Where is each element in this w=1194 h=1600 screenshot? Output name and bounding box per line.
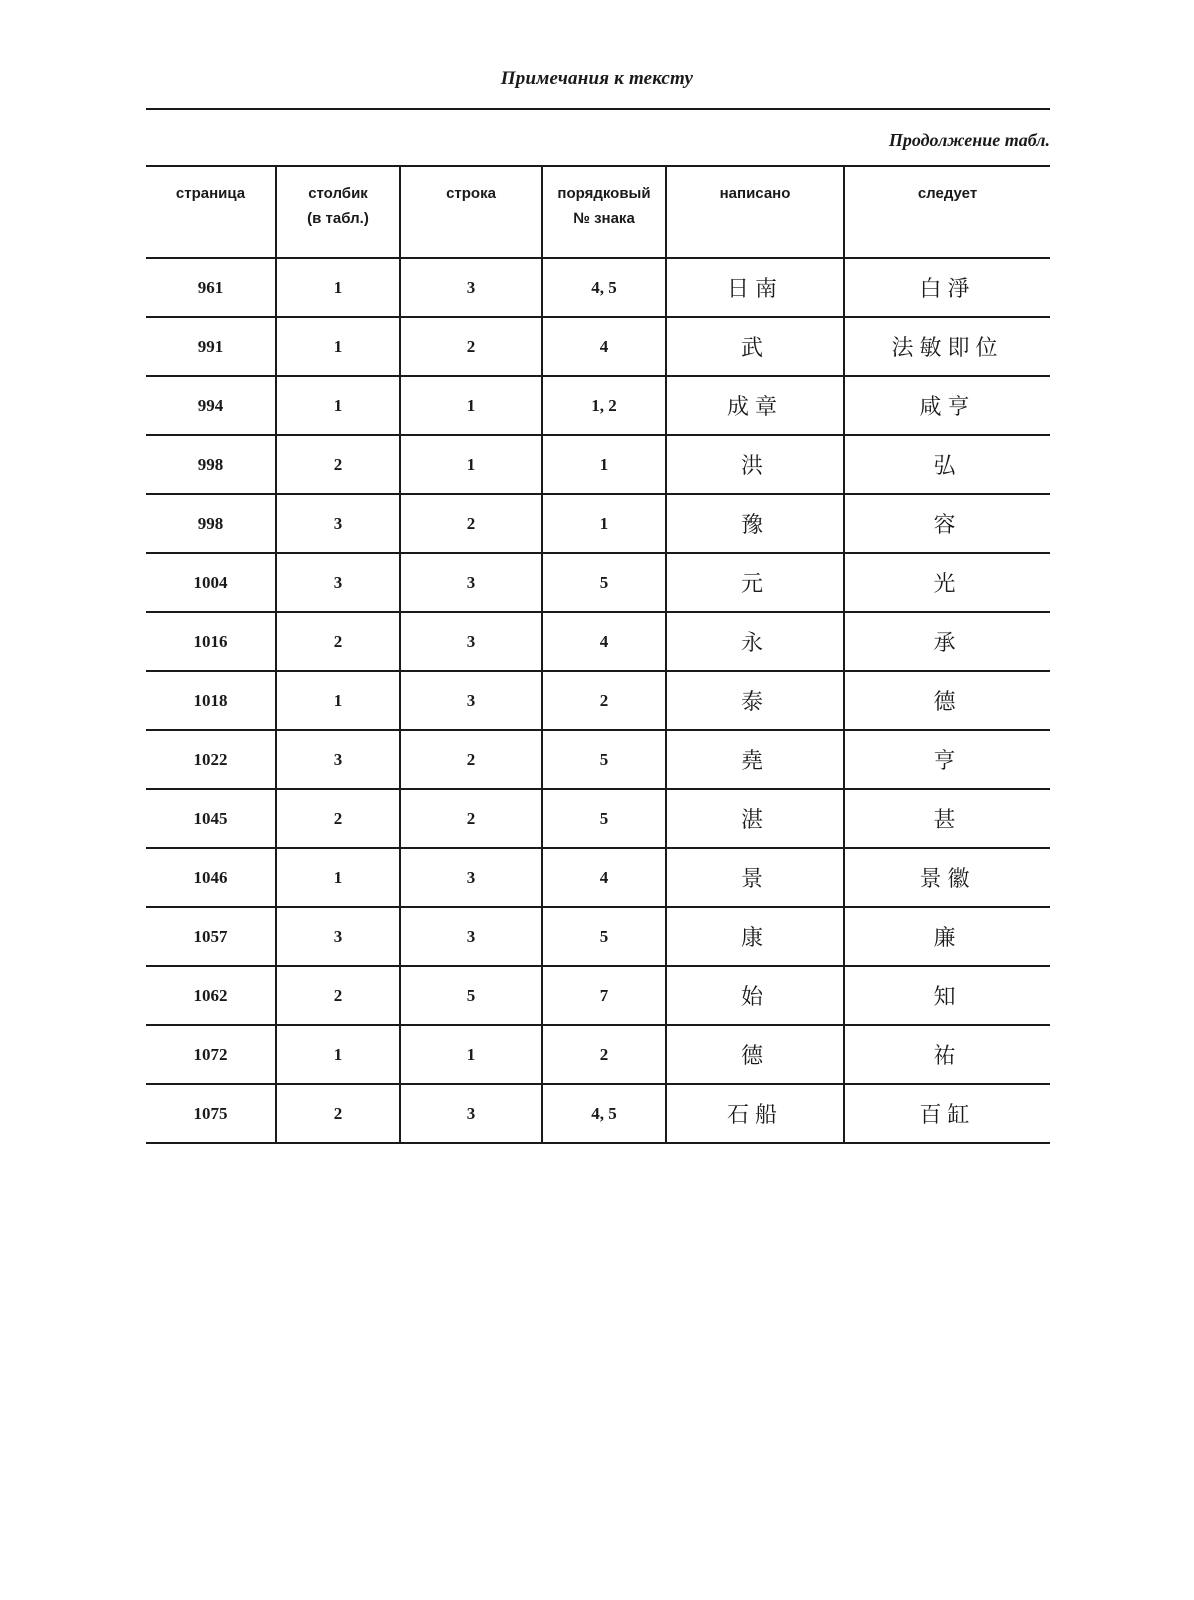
table-row xyxy=(146,907,1050,966)
cell-line: 3 xyxy=(400,612,542,671)
cell-should-be: 咸亨 xyxy=(844,376,1050,435)
cell-page: 1022 xyxy=(146,730,276,789)
cell-should-be: 法敏即位 xyxy=(844,317,1050,376)
cell-written: 康 xyxy=(666,907,844,966)
cell-line: 1 xyxy=(400,435,542,494)
cell-page: 1075 xyxy=(146,1084,276,1143)
cell-written: 景 xyxy=(666,848,844,907)
cell-char-number: 1 xyxy=(542,435,666,494)
table-row xyxy=(146,612,1050,671)
cell-page: 1046 xyxy=(146,848,276,907)
cell-line: 3 xyxy=(400,258,542,317)
table-row xyxy=(146,1025,1050,1084)
cell-char-number: 4, 5 xyxy=(542,258,666,317)
cell-line: 3 xyxy=(400,671,542,730)
header-char-number-sublabel: № знака xyxy=(573,210,635,227)
cell-written: 洪 xyxy=(666,435,844,494)
cell-should-be: 百缸 xyxy=(844,1084,1050,1143)
cell-should-be: 弘 xyxy=(844,435,1050,494)
cell-column: 2 xyxy=(276,966,400,1025)
cell-line: 3 xyxy=(400,907,542,966)
cell-column: 3 xyxy=(276,494,400,553)
cell-char-number: 1 xyxy=(542,494,666,553)
header-column-sublabel: (в табл.) xyxy=(307,210,369,227)
cell-column: 3 xyxy=(276,553,400,612)
cell-page: 998 xyxy=(146,435,276,494)
cell-page: 1045 xyxy=(146,789,276,848)
cell-written: 成章 xyxy=(666,376,844,435)
header-row xyxy=(146,166,1050,258)
cell-should-be: 祐 xyxy=(844,1025,1050,1084)
cell-written: 始 xyxy=(666,966,844,1025)
cell-column: 1 xyxy=(276,258,400,317)
cell-column: 1 xyxy=(276,671,400,730)
cell-should-be: 甚 xyxy=(844,789,1050,848)
cell-column: 1 xyxy=(276,848,400,907)
cell-page: 994 xyxy=(146,376,276,435)
table-row xyxy=(146,317,1050,376)
cell-should-be: 知 xyxy=(844,966,1050,1025)
cell-should-be: 廉 xyxy=(844,907,1050,966)
table-row xyxy=(146,494,1050,553)
header-page-label: страница xyxy=(175,185,246,202)
table-row xyxy=(146,848,1050,907)
cell-char-number: 5 xyxy=(542,730,666,789)
cell-line: 3 xyxy=(400,848,542,907)
table-body xyxy=(146,258,1050,1143)
running-head: Примечания к тексту xyxy=(500,68,694,89)
cell-line: 3 xyxy=(400,553,542,612)
cell-column: 2 xyxy=(276,435,400,494)
header-line xyxy=(400,166,542,258)
header-should-be-label: следует xyxy=(917,185,978,202)
table-row xyxy=(146,376,1050,435)
table-row xyxy=(146,1084,1050,1143)
corrections-table xyxy=(146,165,1050,1144)
table-header xyxy=(146,166,1050,258)
cell-written: 泰 xyxy=(666,671,844,730)
cell-char-number: 4 xyxy=(542,848,666,907)
header-line-label: строка xyxy=(446,185,496,202)
cell-written: 元 xyxy=(666,553,844,612)
cell-line: 2 xyxy=(400,317,542,376)
cell-should-be: 德 xyxy=(844,671,1050,730)
header-rule xyxy=(146,108,1050,110)
cell-char-number: 7 xyxy=(542,966,666,1025)
cell-page: 1062 xyxy=(146,966,276,1025)
cell-char-number: 4 xyxy=(542,612,666,671)
cell-char-number: 5 xyxy=(542,553,666,612)
cell-should-be: 光 xyxy=(844,553,1050,612)
cell-written: 堯 xyxy=(666,730,844,789)
cell-column: 2 xyxy=(276,612,400,671)
table-continuation-label: Продолжение табл. xyxy=(888,130,1050,150)
cell-written: 日南 xyxy=(666,258,844,317)
cell-should-be: 白淨 xyxy=(844,258,1050,317)
cell-line: 2 xyxy=(400,730,542,789)
header-should-be xyxy=(844,166,1050,258)
cell-column: 1 xyxy=(276,376,400,435)
cell-line: 2 xyxy=(400,789,542,848)
cell-page: 991 xyxy=(146,317,276,376)
cell-written: 德 xyxy=(666,1025,844,1084)
cell-line: 2 xyxy=(400,494,542,553)
cell-column: 3 xyxy=(276,907,400,966)
cell-page: 961 xyxy=(146,258,276,317)
cell-page: 998 xyxy=(146,494,276,553)
header-written xyxy=(666,166,844,258)
cell-char-number: 2 xyxy=(542,1025,666,1084)
cell-line: 3 xyxy=(400,1084,542,1143)
header-written-label: написано xyxy=(719,185,791,202)
cell-char-number: 1, 2 xyxy=(542,376,666,435)
cell-page: 1072 xyxy=(146,1025,276,1084)
cell-page: 1004 xyxy=(146,553,276,612)
table-row xyxy=(146,789,1050,848)
cell-line: 1 xyxy=(400,1025,542,1084)
cell-char-number: 4, 5 xyxy=(542,1084,666,1143)
header-char-number xyxy=(542,166,666,258)
cell-char-number: 2 xyxy=(542,671,666,730)
cell-page: 1018 xyxy=(146,671,276,730)
cell-page: 1016 xyxy=(146,612,276,671)
cell-char-number: 5 xyxy=(542,907,666,966)
header-char-number-label: порядковый xyxy=(557,185,651,202)
cell-should-be: 容 xyxy=(844,494,1050,553)
cell-written: 武 xyxy=(666,317,844,376)
cell-page: 1057 xyxy=(146,907,276,966)
cell-char-number: 5 xyxy=(542,789,666,848)
cell-should-be: 景徽 xyxy=(844,848,1050,907)
cell-char-number: 4 xyxy=(542,317,666,376)
cell-should-be: 承 xyxy=(844,612,1050,671)
cell-column: 1 xyxy=(276,1025,400,1084)
cell-line: 5 xyxy=(400,966,542,1025)
cell-written: 湛 xyxy=(666,789,844,848)
cell-written: 豫 xyxy=(666,494,844,553)
header-column xyxy=(276,166,400,258)
cell-column: 2 xyxy=(276,1084,400,1143)
header-page xyxy=(146,166,276,258)
table-row xyxy=(146,966,1050,1025)
cell-written: 石船 xyxy=(666,1084,844,1143)
cell-written: 永 xyxy=(666,612,844,671)
table-row xyxy=(146,553,1050,612)
table-row xyxy=(146,435,1050,494)
cell-column: 3 xyxy=(276,730,400,789)
cell-should-be: 亨 xyxy=(844,730,1050,789)
table-row xyxy=(146,730,1050,789)
cell-column: 1 xyxy=(276,317,400,376)
header-column-label: столбик xyxy=(308,185,368,202)
table-row xyxy=(146,258,1050,317)
cell-column: 2 xyxy=(276,789,400,848)
table-row xyxy=(146,671,1050,730)
cell-line: 1 xyxy=(400,376,542,435)
